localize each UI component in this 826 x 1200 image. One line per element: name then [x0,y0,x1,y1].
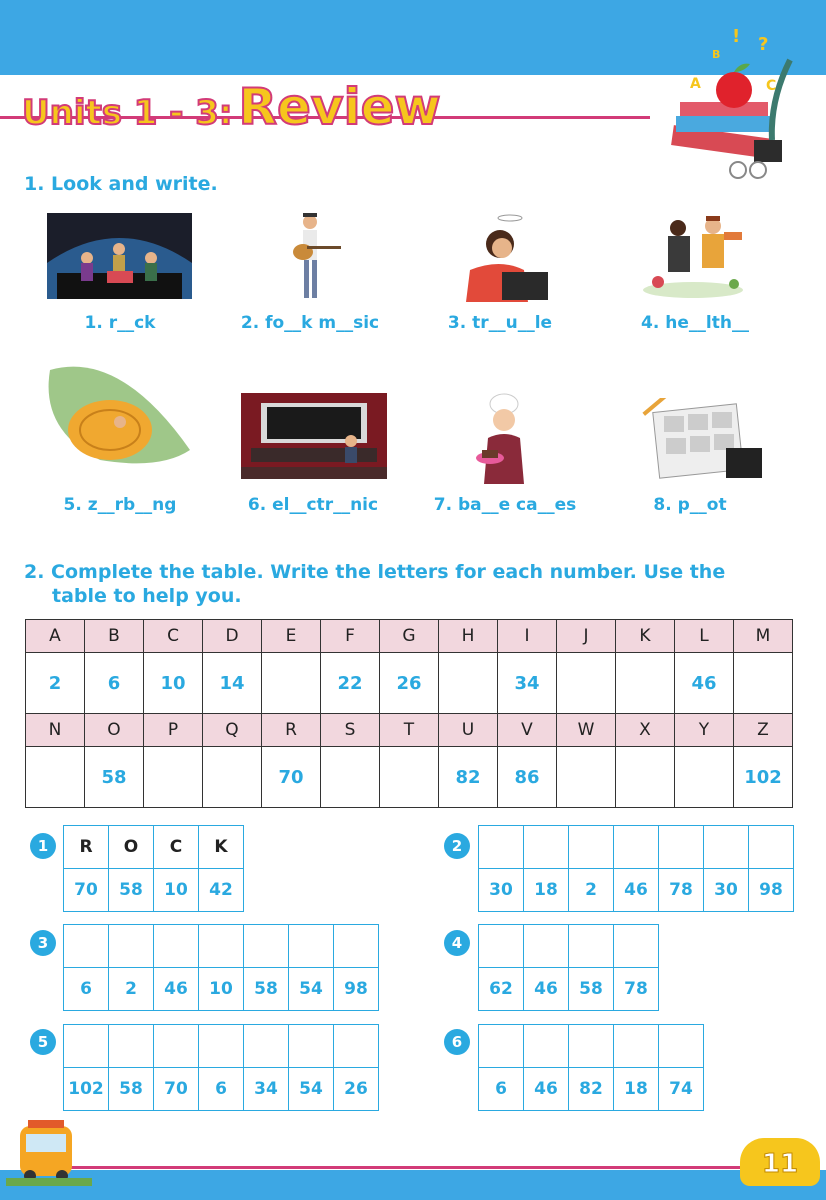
answer-grid [63,825,244,912]
answer-number-cell: 58 [109,869,154,912]
school-bus-icon [4,1118,94,1188]
word-5: 5. z__rb__ng [63,495,177,515]
answer-letter-cell[interactable] [614,826,659,869]
number-cell [557,747,616,808]
answer-grid [63,1024,379,1111]
number-cell: 2 [26,653,85,714]
electronic-studio-image [241,393,387,479]
footer-line [70,1166,740,1169]
number-cell [380,747,439,808]
letter-cell: I [498,620,557,653]
answer-letter-cell[interactable] [199,925,244,968]
letter-cell: B [85,620,144,653]
answer-number-cell: 58 [244,968,289,1011]
answer-letter-cell[interactable] [64,1025,109,1068]
answer-number-cell: 74 [659,1068,704,1111]
answer-number-cell: 54 [289,1068,334,1111]
number-cell [439,653,498,714]
answer-number-cell: 6 [64,968,109,1011]
number-cell: 10 [144,653,203,714]
word-3: 3. tr__u__le [447,313,553,333]
page-title [22,78,441,136]
number-cell [26,747,85,808]
alphabet-number-table [25,619,793,808]
answer-letter-cell[interactable] [479,925,524,968]
answer-number-cell: 10 [154,869,199,912]
letter-cell: V [498,714,557,747]
letter-cell: Q [203,714,262,747]
exercise-number-badge: 6 [444,1029,470,1055]
letter-cell: P [144,714,203,747]
answer-letter-cell[interactable] [334,925,379,968]
answer-number-cell: 2 [569,869,614,912]
answer-letter-cell[interactable] [614,925,659,968]
answer-number-cell: 78 [614,968,659,1011]
number-cell [203,747,262,808]
books-apple-illustration [642,20,812,190]
answer-letter-cell[interactable] [569,925,614,968]
answer-grid [478,825,794,912]
number-cell: 82 [439,747,498,808]
answer-number-cell: 102 [64,1068,109,1111]
letter-cell: U [439,714,498,747]
exercise-number-badge: 2 [444,833,470,859]
number-cell [675,747,734,808]
rock-concert-image [47,213,192,299]
letter-cell: S [321,714,380,747]
answer-letter-cell[interactable]: R [64,826,109,869]
svg-text:C: C [766,78,777,94]
answer-letter-cell[interactable] [479,826,524,869]
answer-letter-cell[interactable] [524,1025,569,1068]
letter-cell: F [321,620,380,653]
answer-letter-cell[interactable] [244,1025,289,1068]
answer-letter-cell[interactable] [109,925,154,968]
letter-cell: J [557,620,616,653]
answer-number-cell: 98 [334,968,379,1011]
answer-letter-cell[interactable] [479,1025,524,1068]
footer-band [0,1170,826,1200]
answer-number-cell: 46 [614,869,659,912]
letter-cell: M [734,620,793,653]
number-cell [616,653,675,714]
letter-cell: Z [734,714,793,747]
number-cell: 34 [498,653,557,714]
letter-cell: Y [675,714,734,747]
letter-cell: L [675,620,734,653]
exercise-number-badge: 4 [444,930,470,956]
answer-number-cell: 46 [524,968,569,1011]
answer-letter-cell[interactable]: K [199,826,244,869]
answer-number-cell: 70 [64,869,109,912]
letter-cell: W [557,714,616,747]
zorbing-image [40,360,200,470]
folk-music-image [285,210,345,302]
baking-cakes-image [470,392,536,484]
number-cell: 26 [380,653,439,714]
answer-number-cell: 98 [749,869,794,912]
number-cell [321,747,380,808]
number-cell [616,747,675,808]
answer-number-cell: 10 [199,968,244,1011]
letter-cell: H [439,620,498,653]
answer-letter-cell[interactable] [614,1025,659,1068]
section2-heading-line1: 2. Complete the table. Write the letters for each number. Use the [24,561,726,583]
letter-cell: N [26,714,85,747]
word-1: 1. r__ck [84,313,156,333]
number-cell: 22 [321,653,380,714]
answer-number-cell: 58 [569,968,614,1011]
letter-cell: G [380,620,439,653]
number-cell [557,653,616,714]
answer-number-cell: 46 [154,968,199,1011]
answer-grid [478,924,659,1011]
word-7: 7. ba__e ca__es [433,495,577,515]
letter-cell: A [26,620,85,653]
answer-letter-cell[interactable] [154,925,199,968]
word-2: 2. fo__k m__sic [240,313,380,333]
answer-number-cell: 2 [109,968,154,1011]
exercise-number-badge: 5 [30,1029,56,1055]
svg-text:!: ! [732,26,741,47]
number-cell [262,653,321,714]
title-units: Units 1 - 3: [22,93,233,133]
section1-heading: 1. Look and write. [24,173,218,195]
answer-letter-cell[interactable] [524,925,569,968]
answer-grid [478,1024,704,1111]
answer-number-cell: 34 [244,1068,289,1111]
answer-grid [63,924,379,1011]
answer-letter-cell[interactable] [244,925,289,968]
answer-number-cell: 30 [479,869,524,912]
answer-number-cell: 18 [614,1068,659,1111]
number-cell: 102 [734,747,793,808]
answer-number-cell: 46 [524,1068,569,1111]
number-cell [734,653,793,714]
answer-number-cell: 18 [524,869,569,912]
number-cell: 14 [203,653,262,714]
answer-letter-cell[interactable] [704,826,749,869]
answer-number-cell: 54 [289,968,334,1011]
answer-letter-cell[interactable] [154,1025,199,1068]
letter-cell: E [262,620,321,653]
answer-number-cell: 6 [479,1068,524,1111]
answer-letter-cell[interactable] [749,826,794,869]
number-cell: 58 [85,747,144,808]
answer-letter-cell[interactable] [289,925,334,968]
answer-letter-cell[interactable] [569,1025,614,1068]
page-number: 11 [740,1138,820,1186]
answer-number-cell: 42 [199,869,244,912]
answer-number-cell: 30 [704,869,749,912]
number-cell [144,747,203,808]
answer-number-cell: 62 [479,968,524,1011]
svg-text:B: B [712,48,721,61]
answer-number-cell: 70 [154,1068,199,1111]
letter-cell: C [144,620,203,653]
answer-letter-cell[interactable]: C [154,826,199,869]
letter-cell: K [616,620,675,653]
letter-cell: O [85,714,144,747]
answer-number-cell: 26 [334,1068,379,1111]
answer-letter-cell[interactable] [199,1025,244,1068]
exercise-number-badge: 1 [30,833,56,859]
trouble-image [462,210,550,302]
answer-letter-cell[interactable]: O [109,826,154,869]
title-review: Review [238,78,441,136]
letter-cell: R [262,714,321,747]
answer-letter-cell[interactable] [659,1025,704,1068]
answer-letter-cell[interactable] [569,826,614,869]
exercise-number-badge: 3 [30,930,56,956]
answer-number-cell: 82 [569,1068,614,1111]
answer-letter-cell[interactable] [109,1025,154,1068]
plot-storyboard-image [636,398,766,484]
answer-letter-cell[interactable] [64,925,109,968]
answer-letter-cell[interactable] [334,1025,379,1068]
answer-number-cell: 6 [199,1068,244,1111]
number-cell: 6 [85,653,144,714]
word-8: 8. p__ot [653,495,727,515]
answer-letter-cell[interactable] [659,826,704,869]
number-cell: 46 [675,653,734,714]
svg-text:?: ? [758,34,769,55]
section2-heading-line2: table to help you. [52,585,242,607]
word-4: 4. he__lth__ [641,313,749,333]
answer-letter-cell[interactable] [524,826,569,869]
number-cell: 70 [262,747,321,808]
health-image [638,212,748,302]
svg-text:A: A [690,76,701,92]
answer-letter-cell[interactable] [289,1025,334,1068]
word-6: 6. el__ctr__nic [247,495,379,515]
answer-number-cell: 78 [659,869,704,912]
letter-cell: T [380,714,439,747]
number-cell: 86 [498,747,557,808]
letter-cell: X [616,714,675,747]
answer-number-cell: 58 [109,1068,154,1111]
letter-cell: D [203,620,262,653]
